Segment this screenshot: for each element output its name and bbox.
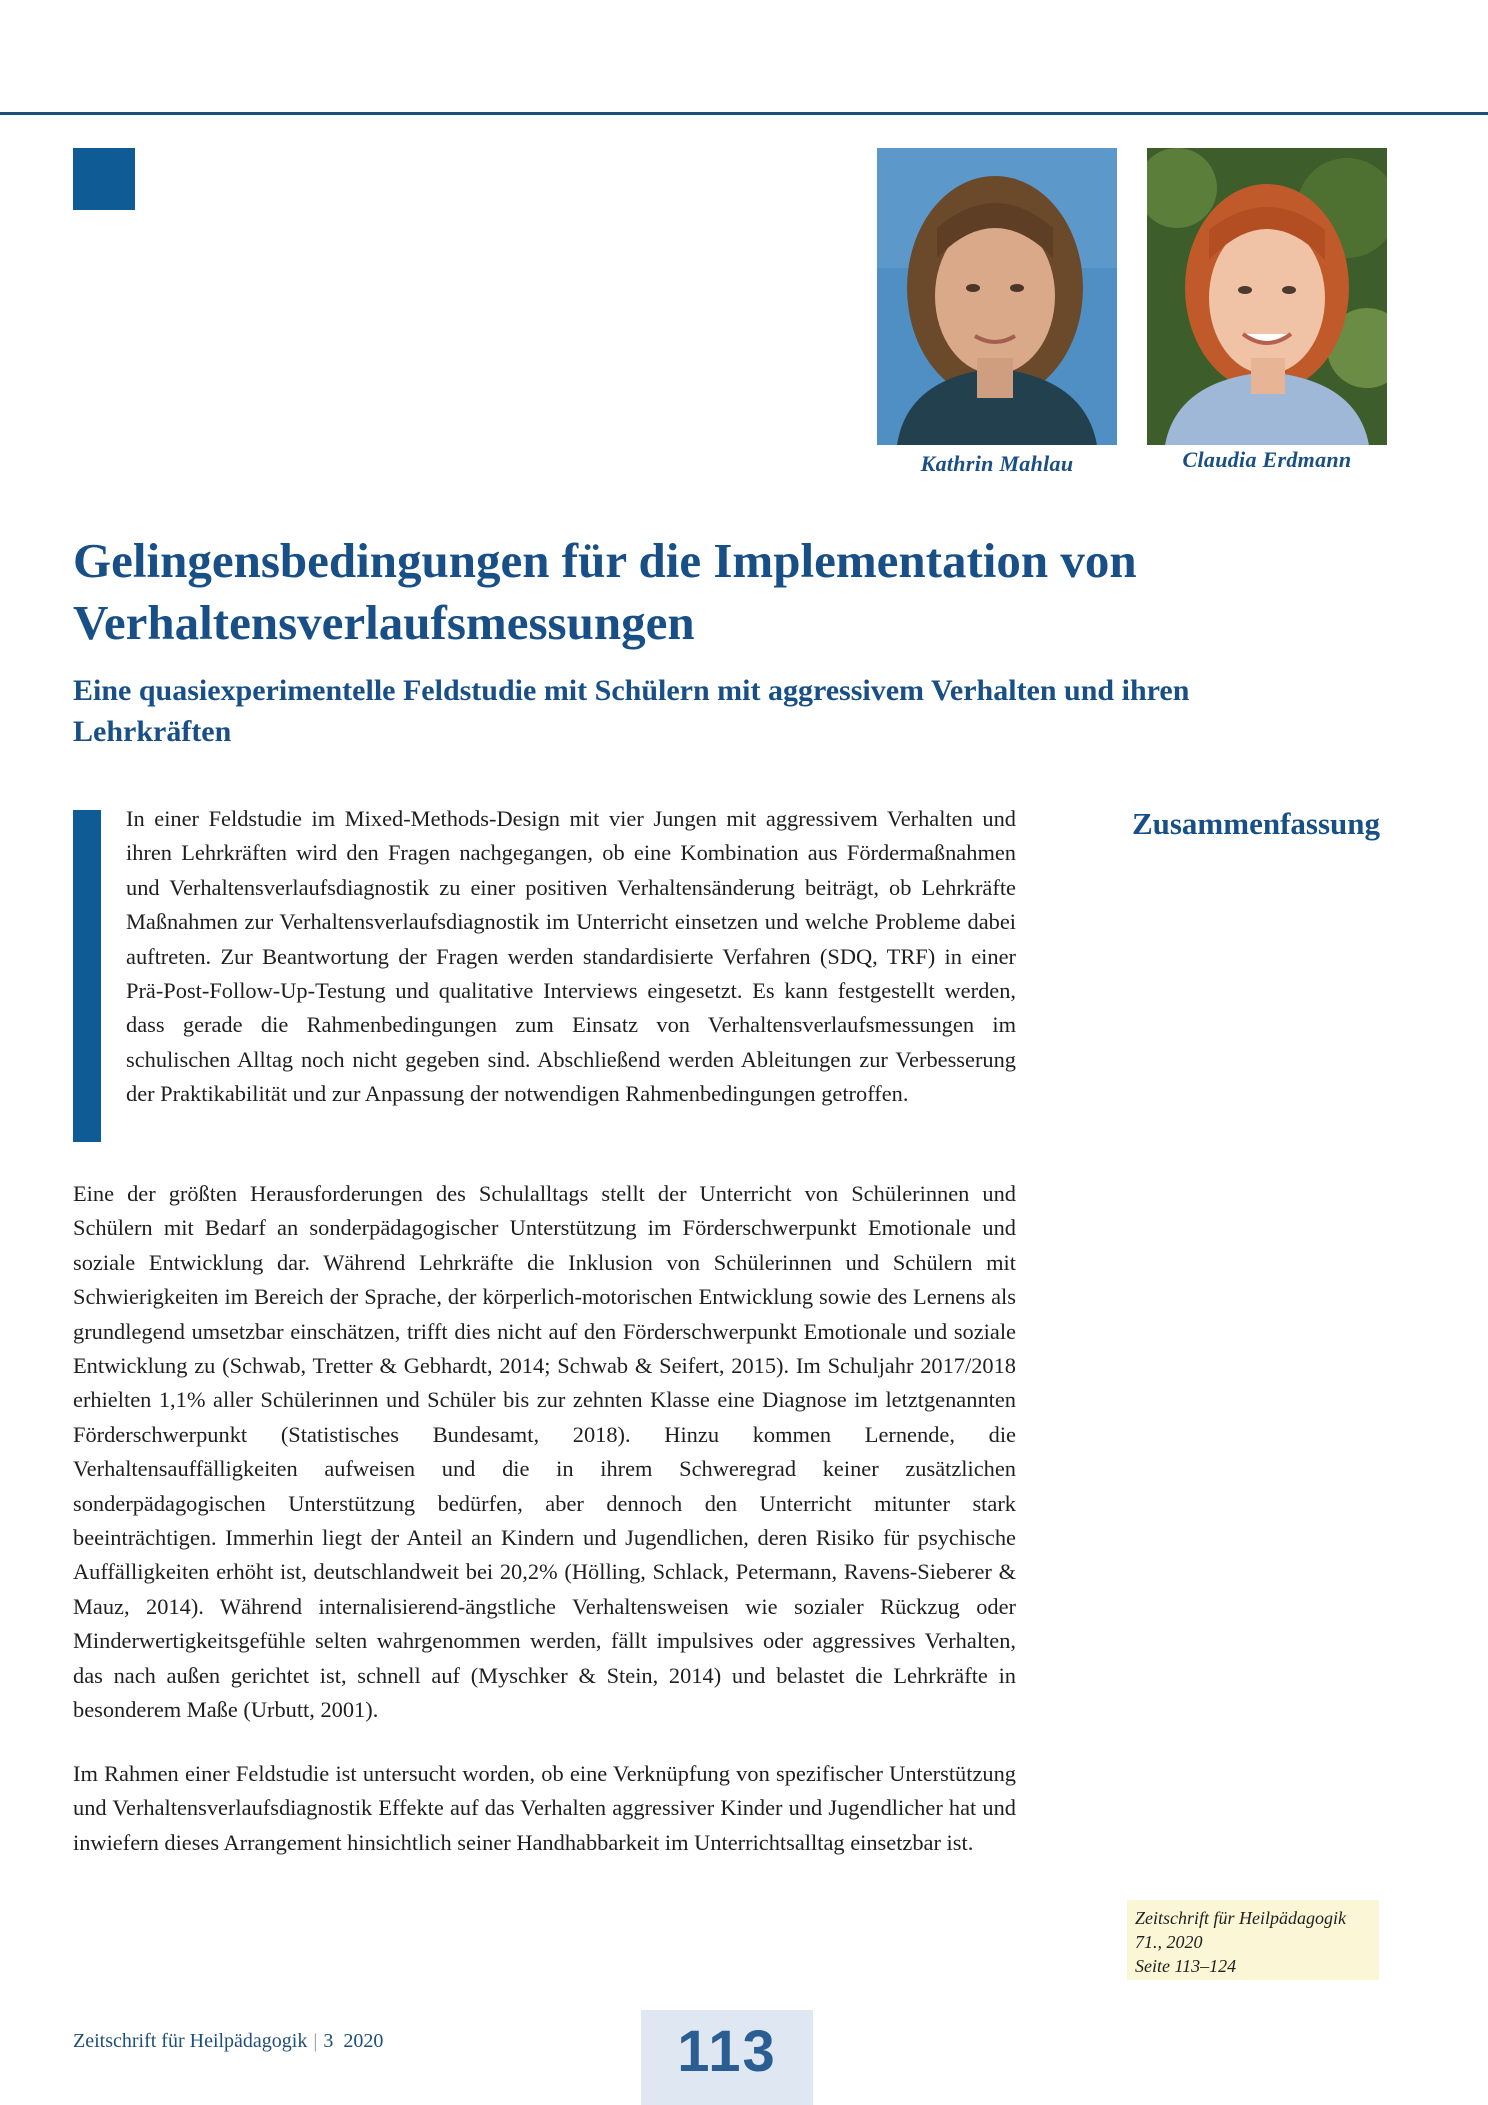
author-photo-2 xyxy=(1147,148,1387,445)
author-name-2: Claudia Erdmann xyxy=(1182,447,1352,472)
journal-box-pages: Seite 113–124 xyxy=(1135,1956,1237,1976)
top-rule xyxy=(0,112,1488,115)
journal-citation-box xyxy=(1127,1900,1379,1980)
abstract-text: In einer Feldstudie im Mixed-Methods-Design mit vier Jungen mit aggressivem Verhalten und ihren Lehrkräften wird den Fragen nachgegangen, ob eine Kombination aus Fördermaßnahmen und Verhaltensverlaufsdiagnostik zu einer positiven Verhaltensänderung beiträgt, ob Lehrkräfte Maßnahmen zur Verhaltensverlaufsdiagnostik im Unterricht einsetzen und welche Probleme dabei auftreten. Zur Beantwortung der Fragen werden standardisierte Verfahren (SDQ, TRF) in einer Prä-Post-Follow-Up-Testung und qualitative Interviews eingesetzt. Es kann festgestellt werden, dass gerade die Rahmenbedingungen zum Einsatz von Verhaltensverlaufsmessungen im schulischen Alltag noch nicht gegeben sind. Abschließend werden Ableitungen zur Verbesserung der Praktikabilität und zur Anpassung der notwendigen Rahmenbedingungen getroffen. xyxy=(126,806,1016,1107)
page-number: 113 xyxy=(641,2010,813,2105)
footer-separator: | xyxy=(313,2030,318,2052)
journal-box-volume: 71., 2020 xyxy=(1135,1932,1203,1952)
journal-box-name: Zeitschrift für Heilpädagogik xyxy=(1135,1908,1346,1928)
body-paragraph-1: Eine der größten Herausforderungen des Schulalltags stellt der Unterricht von Schülerinnen und Schülern mit Bedarf an sonderpädagogischer Unterstützung im Förderschwerpunkt Emotionale und soziale Entwicklung dar. Während Lehrkräfte die Inklusion von Schülerinnen und Schülern mit Schwierigkeiten im Bereich der Sprache, der körperlich-motorischen Entwicklung sowie des Lernens als grundlegend umsetzbar einschätzen, trifft dies nicht auf den Förderschwerpunkt Emotionale und soziale Entwicklung zu (Schwab, Tretter & Gebhardt, 2014; Schwab & Seifert, 2015). Im Schuljahr 2017/2018 erhielten 1,1% aller Schülerinnen und Schüler bis zur zehnten Klasse eine Diagnose im letztgenannten Förderschwerpunkt (Statistisches Bundesamt, 2018). Hinzu kommen Lernende, die Verhaltensauffälligkeiten aufweisen und die in ihrem Schweregrad keiner zusätzlichen sonderpädagogischen Unterstützung bedürfen, aber dennoch den Unterricht mitunter stark beeinträchtigen. Immerhin liegt der Anteil an Kindern und Jugendlichen, deren Risiko für psychische Auffälligkeiten erhöht ist, deutschlandweit bei 20,2% (Hölling, Schlack, Petermann, Ravens-Sieberer & Mauz, 2014). Während internalisierend-ängstliche Verhaltensweisen wie sozialer Rückzug oder Minderwertigkeitsgefühle selten wahrgenommen werden, fällt impulsives oder aggressives Verhalten, das nach außen gerichtet ist, schnell auf (Myschker & Stein, 2014) und belastet die Lehrkräfte in besonderem Maße (Urbutt, 2001). xyxy=(73,1181,1016,1723)
article-subtitle: Eine quasiexperimentelle Feldstudie mit Schülern mit aggressivem Verhalten und ihren Lehrkräften xyxy=(73,674,1190,748)
footer-issue: 3 xyxy=(323,2030,334,2052)
footer-journal-info xyxy=(73,2030,383,2053)
article-title: Gelingensbedingungen für die Implementation von Verhaltensverlaufsmessungen xyxy=(73,533,1137,650)
author-name-1: Kathrin Mahlau xyxy=(920,451,1074,476)
footer-year: 2020 xyxy=(343,2030,384,2052)
abstract-heading: Zusammenfassung xyxy=(1131,806,1380,841)
footer-journal-name: Zeitschrift für Heilpädagogik xyxy=(73,2030,308,2052)
abstract-accent-bar xyxy=(73,810,101,1142)
section-marker-square xyxy=(73,148,135,210)
author-photo-1 xyxy=(877,148,1117,445)
body-paragraph-2: Im Rahmen einer Feldstudie ist untersucht worden, ob eine Verknüpfung von spezifischer Unterstützung und Verhaltensverlaufsdiagnostik Effekte auf das Verhalten aggressiver Kinder und Jugendlicher hat und inwiefern dieses Arrangement hinsichtlich seiner Handhabbarkeit im Unterrichtsalltag einsetzbar ist. xyxy=(73,1761,1016,1855)
